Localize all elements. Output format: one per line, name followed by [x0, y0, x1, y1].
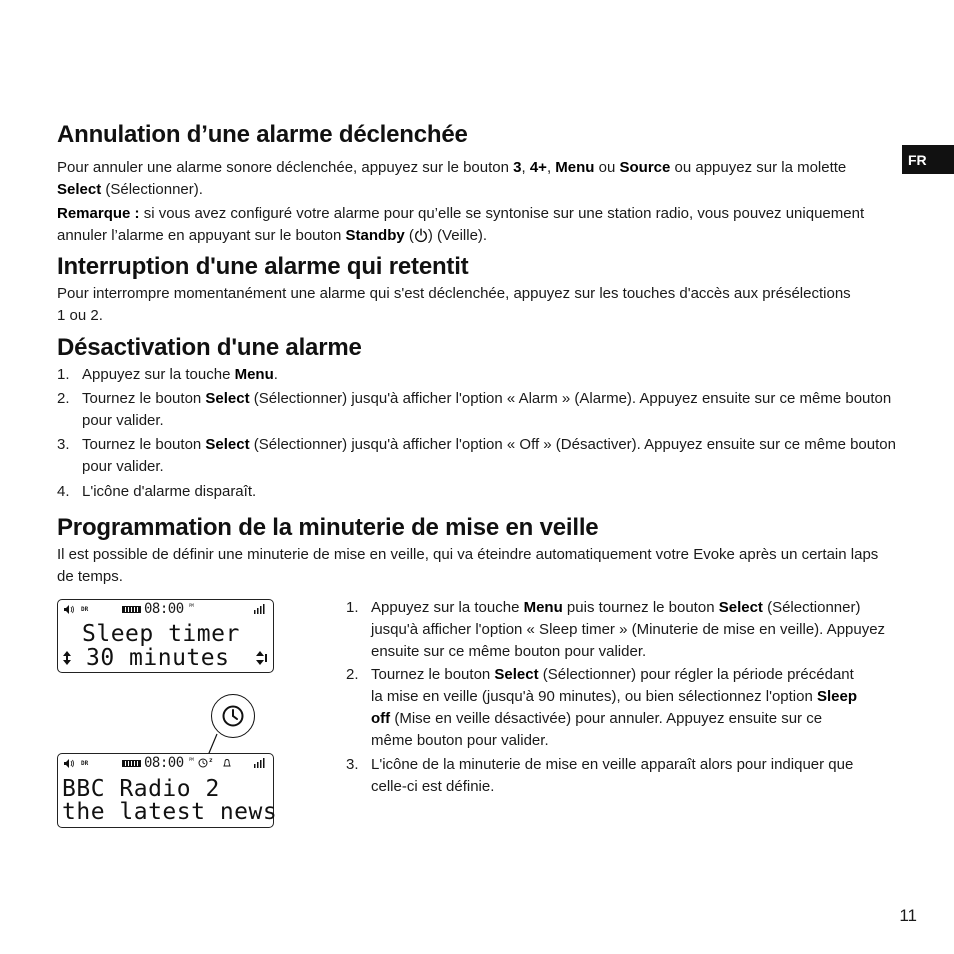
list-item: 1. Appuyez sur la touche Menu.	[57, 366, 278, 383]
clock-icon	[221, 704, 245, 733]
language-tab: FR	[902, 145, 954, 174]
list-item: 2. Tournez le bouton Select (Sélectionner) jusqu'à afficher l'option « Alarm » (Alarme). Appuyez ensuite sur ce même bouton pour valider.	[57, 390, 892, 429]
sleep-z-icon: z	[209, 757, 213, 764]
power-icon	[414, 228, 428, 250]
sleep-timer-paragraph: Il est possible de définir une minuterie de mise en veille, qui va éteindre automatiquement votre Evoke après un certain laps de temps.	[57, 546, 879, 585]
list-item: 2. Tournez le bouton Select (Sélectionner) pour régler la période précédant la mise en veille (jusqu'à 90 minutes), ou bien sélectionnez l'option Sleep off (Mise en veille désactivée) pour annuler. Appuyez ensuite sur ce même bouton pour valider.	[346, 666, 858, 749]
sleep-clock-icon	[198, 758, 208, 770]
battery-icon	[122, 606, 141, 613]
signal-icon	[253, 758, 267, 771]
lcd-status-bar: DR 08:00 PM z	[62, 757, 269, 771]
scroll-arrows-icon	[255, 650, 269, 670]
signal-icon	[253, 604, 267, 617]
section-title-cancel-alarm: Annulation d’une alarme déclenchée	[57, 121, 468, 148]
snooze-alarm-paragraph: Pour interrompre momentanément une alarme qui s'est déclenchée, appuyez sur les touches d'accès aux présélections 1 ou 2.	[57, 285, 851, 324]
list-item: 3. L'icône de la minuterie de mise en veille apparaît alors pour indiquer que celle-ci est définie.	[346, 756, 854, 795]
list-item: 4. L'icône d'alarme disparaît.	[57, 483, 257, 500]
battery-icon	[122, 760, 141, 767]
speaker-icon	[63, 604, 75, 617]
section-title-snooze-alarm: Interruption d'une alarme qui retentit	[57, 253, 469, 280]
page-number: 11	[899, 906, 917, 925]
section-title-disable-alarm: Désactivation d'une alarme	[57, 334, 362, 361]
list-item: 3. Tournez le bouton Select (Sélectionner) jusqu'à afficher l'option « Off » (Désactiver). Appuyez ensuite sur ce même bouton pour valider.	[57, 436, 896, 475]
list-item: 1. Appuyez sur la touche Menu puis tournez le bouton Select (Sélectionner) jusqu'à afficher l'option « Sleep timer » (Minuterie de mise en veille). Appuyez ensuite sur ce même bouton pour valider.	[346, 599, 886, 660]
alarm-bell-icon	[222, 758, 232, 770]
scroll-arrows-icon	[61, 650, 73, 670]
section-title-sleep-timer: Programmation de la minuterie de mise en veille	[57, 514, 599, 541]
speaker-icon	[63, 758, 75, 771]
lcd-display-sleep-timer: DR 08:00 PM Sleep timer 30 minutes	[57, 599, 274, 673]
cancel-alarm-paragraph: Pour annuler une alarme sonore déclenchée, appuyez sur le bouton 3, 4+, Menu ou Source ou appuyez sur la molette Select (Sélectionner).	[57, 159, 847, 198]
lcd-display-radio: DR 08:00 PM z BBC Radio 2 the latest news	[57, 753, 274, 828]
cancel-alarm-note: Remarque : si vous avez configuré votre alarme pour qu’elle se syntonise sur une station radio, vous pouvez uniquement annuler l’alarme en appuyant sur le bouton Standby ( ) (Veille).	[57, 203, 892, 250]
lcd-status-bar: DR 08:00 PM	[62, 603, 269, 617]
